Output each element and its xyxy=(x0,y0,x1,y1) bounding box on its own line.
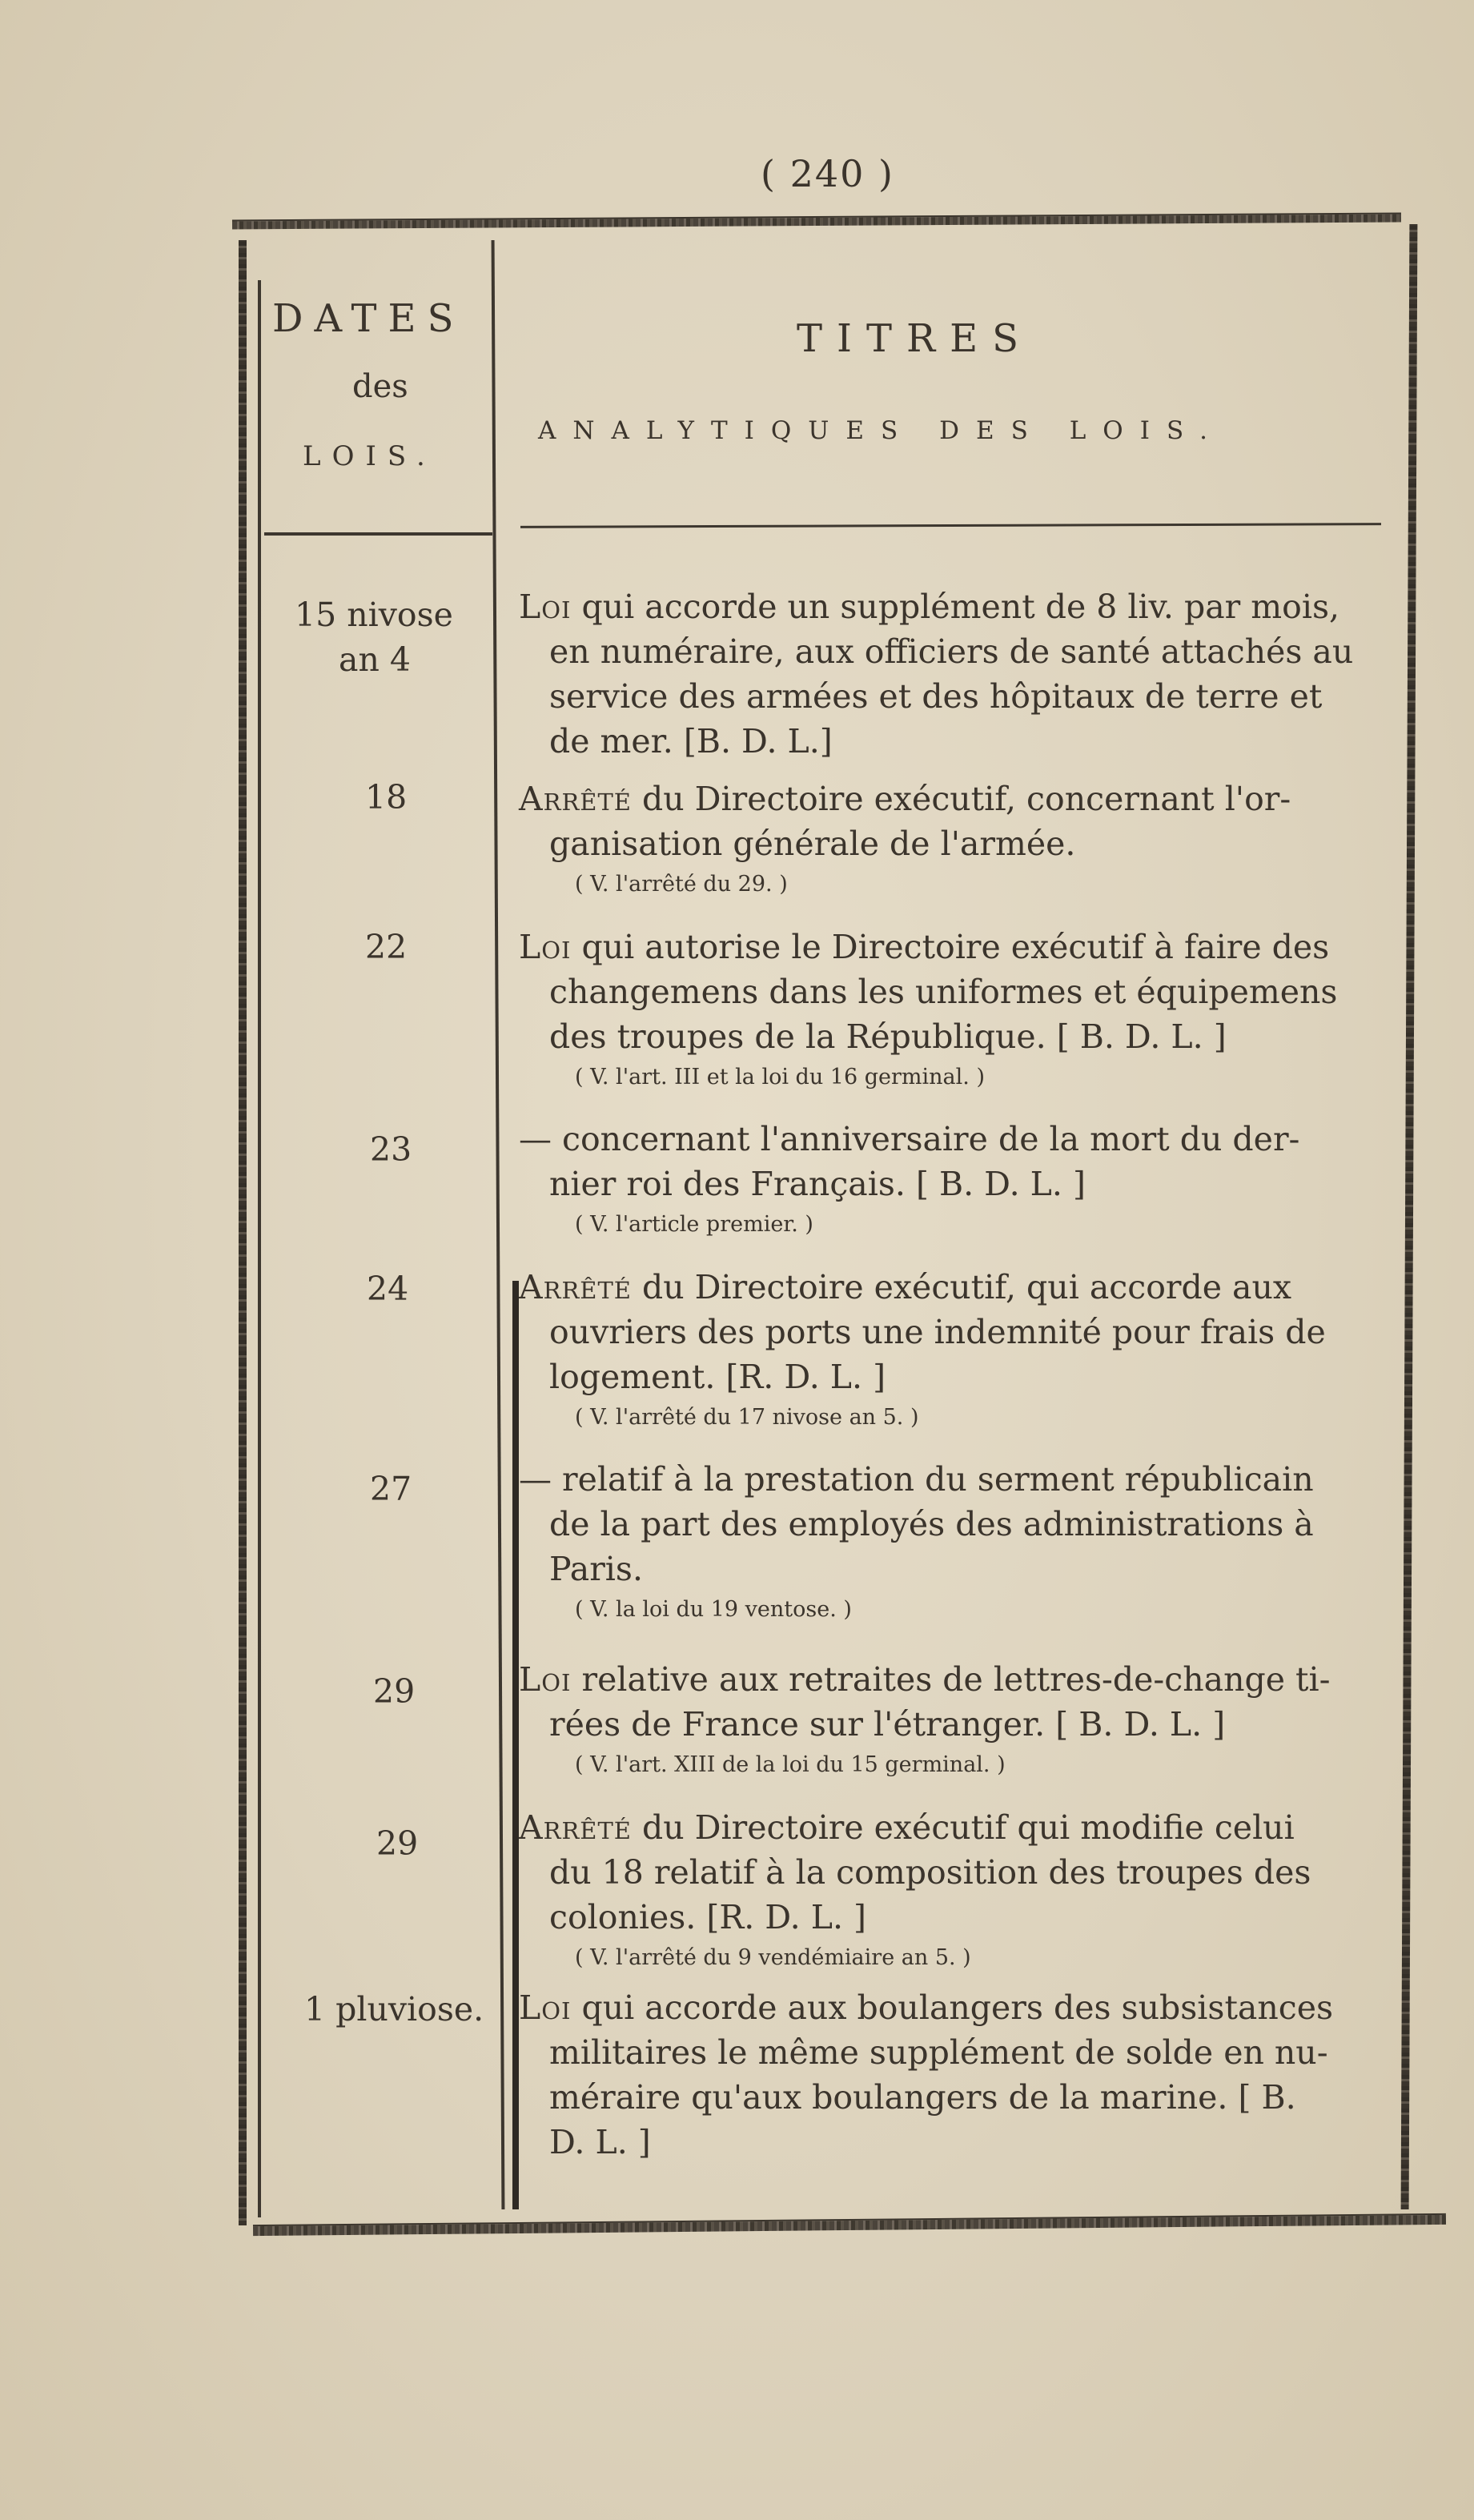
entry-text: du Directoire exécutif qui modifie celui xyxy=(631,1808,1295,1847)
law-entry xyxy=(519,1805,1392,1976)
entry-text: rées de France sur l'étranger. [ B. D. L. ] xyxy=(549,1705,1226,1744)
entry-note: ( V. l'art. XIII de la loi du 15 germinal. ) xyxy=(575,1752,1006,1777)
entry-lead: — xyxy=(519,1120,552,1158)
entry-text: logement. [R. D. L. ] xyxy=(549,1358,886,1396)
entry-text: en numéraire, aux officiers de santé attachés au xyxy=(549,632,1354,671)
entry-text: qui autorise le Directoire exécutif à faire des xyxy=(571,928,1330,966)
date-line: 29 xyxy=(376,1824,419,1863)
date-line: 24 xyxy=(367,1270,409,1308)
entry-date xyxy=(367,1266,408,1311)
entry-text: du Directoire exécutif, concernant l'or- xyxy=(631,780,1291,818)
entry-date xyxy=(376,1821,418,1866)
entry-lead: Loi xyxy=(519,928,572,966)
header-dates: DATES xyxy=(272,296,465,341)
header-lois: LOIS. xyxy=(303,440,436,472)
entry-text: méraire qu'aux boulangers de la marine. [ B. xyxy=(549,2078,1296,2117)
entry-lead: Loi xyxy=(519,1988,572,2027)
law-entry xyxy=(519,1265,1392,1436)
entry-text: ouvriers des ports une indemnité pour frais de xyxy=(549,1313,1326,1351)
date-line: 22 xyxy=(365,928,408,966)
entry-text: relative aux retraites de lettres-de-change ti- xyxy=(571,1660,1331,1699)
entry-text: relatif à la prestation du serment républicain xyxy=(552,1460,1314,1499)
entry-date xyxy=(304,1987,484,2032)
date-line: 18 xyxy=(365,778,408,817)
entry-note: ( V. l'art. III et la loi du 16 germinal. ) xyxy=(575,1065,985,1089)
header-titres: TITRES xyxy=(797,316,1034,361)
entry-date xyxy=(370,1467,412,1511)
bottom-rule xyxy=(253,2213,1446,2236)
entry-text: du Directoire exécutif, qui accorde aux xyxy=(631,1268,1292,1306)
entry-text: des troupes de la République. [ B. D. L. ] xyxy=(549,1017,1227,1056)
date-line: 29 xyxy=(373,1672,416,1711)
header-rule-titles xyxy=(520,523,1381,528)
entry-lead: Arrêté xyxy=(519,1268,632,1306)
header-des: des xyxy=(352,368,408,405)
entry-text: changemens dans les uniformes et équipemens xyxy=(549,973,1338,1011)
date-line: 1 pluviose. xyxy=(304,1990,484,2028)
date-line: an 4 xyxy=(339,640,411,679)
header-rule-dates xyxy=(264,532,492,536)
table-right-border xyxy=(1401,224,1418,2209)
entry-date xyxy=(365,925,407,969)
entry-note: ( V. l'arrêté du 9 vendémiaire an 5. ) xyxy=(575,1945,971,1970)
law-entry xyxy=(519,1117,1392,1243)
date-line: 23 xyxy=(370,1130,412,1169)
entry-date xyxy=(365,775,407,820)
entry-text: ganisation générale de l'armée. xyxy=(549,825,1076,863)
entry-text: militaires le même supplément de solde en nu- xyxy=(549,2033,1328,2072)
entry-lead: Arrêté xyxy=(519,780,632,818)
law-entry xyxy=(519,1457,1392,1628)
table-left-border xyxy=(239,240,247,2225)
entry-note: ( V. l'article premier. ) xyxy=(575,1212,813,1237)
entry-text: qui accorde aux boulangers des subsistances xyxy=(571,1988,1334,2027)
entry-note: ( V. la loi du 19 ventose. ) xyxy=(575,1597,852,1622)
entry-text: qui accorde un supplément de 8 liv. par mois, xyxy=(571,588,1340,626)
entry-date xyxy=(370,1127,412,1172)
date-line: 27 xyxy=(370,1470,412,1508)
table-left-inner-border xyxy=(258,280,261,2217)
entry-text: de mer. [B. D. L.] xyxy=(549,722,833,760)
top-rule xyxy=(232,213,1401,230)
entry-lead: — xyxy=(519,1460,552,1499)
law-entry xyxy=(519,584,1392,764)
entry-text: service des armées et des hôpitaux de terre et xyxy=(549,677,1323,716)
law-entry xyxy=(519,925,1392,1096)
entry-lead: Loi xyxy=(519,1660,572,1699)
column-divider-lower xyxy=(512,1281,519,2209)
entry-text: Paris. xyxy=(549,1550,643,1588)
page-number: ( 240 ) xyxy=(761,152,894,195)
entry-date xyxy=(295,592,453,682)
date-line: 15 nivose xyxy=(295,596,453,634)
entry-lead: Arrêté xyxy=(519,1808,632,1847)
column-divider xyxy=(492,240,505,2209)
law-entry xyxy=(519,1657,1392,1784)
entry-text: D. L. ] xyxy=(549,2123,651,2161)
entry-note: ( V. l'arrêté du 17 nivose an 5. ) xyxy=(575,1405,919,1430)
entry-text: colonies. [R. D. L. ] xyxy=(549,1898,867,1936)
entry-lead: Loi xyxy=(519,588,572,626)
entry-text: concernant l'anniversaire de la mort du der- xyxy=(552,1120,1300,1158)
entry-date xyxy=(373,1669,415,1714)
entry-note: ( V. l'arrêté du 29. ) xyxy=(575,872,788,897)
entry-text: du 18 relatif à la composition des troupes des xyxy=(549,1853,1311,1892)
entry-text: de la part des employés des administrations à xyxy=(549,1505,1314,1543)
header-analytiques: ANALYTIQUES DES LOIS. xyxy=(538,416,1224,445)
law-entry xyxy=(519,1985,1392,2165)
law-entry xyxy=(519,776,1392,903)
entry-text: nier roi des Français. [ B. D. L. ] xyxy=(549,1165,1086,1203)
